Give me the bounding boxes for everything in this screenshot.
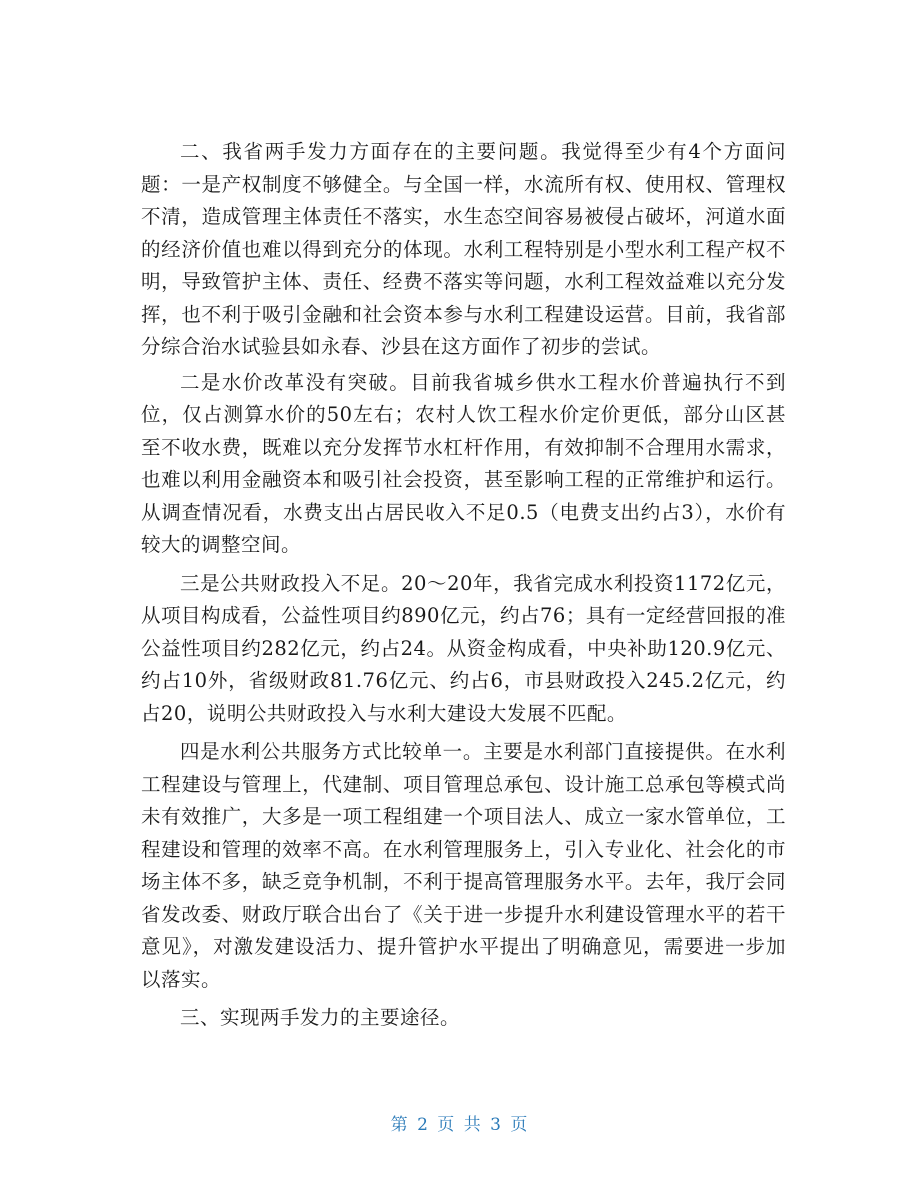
document-body	[141, 136, 786, 1035]
section-heading-approaches: 三、实现两手发力的主要途径。	[180, 1006, 461, 1029]
paragraph-public-service: 四是水利公共服务方式比较单一。主要是水利部门直接提供。在水利工程建设与管理上，代建制、项目管理总承包、设计施工总承包等模式尚未有效推广，大多是一项工程组建一个项目法人、成立一家水管单位，工程建设和管理的效率不高。在水利管理服务上，引入专业化、社会化的市场主体不多，缺乏竞争机制，不利于提高管理服务水平。去年，我厅会同省发改委、财政厅联合出台了《关于进一步提升水利建设管理水平的若干意见》，对激发建设活力、提升管护水平提出了明确意见，需要进一步加以落实。	[141, 740, 786, 991]
paragraph-water-price: 二是水价改革没有突破。目前我省城乡供水工程水价普遍执行不到位，仅占测算水价的50左右；农村人饮工程水价定价更低，部分山区甚至不收水费，既难以充分发挥节水杠杆作用，有效抑制不合理用水需求，也难以利用金融资本和吸引社会投资，甚至影响工程的正常维护和运行。从调查情况看，水费支出占居民收入不足0.5（电费支出约占3），水价有较大的调整空间。	[141, 370, 786, 556]
paragraph-public-finance: 三是公共财政投入不足。20～20年，我省完成水利投资1172亿元，从项目构成看，公益性项目约890亿元，约占76；具有一定经营回报的准公益性项目约282亿元，约占24。从资金构成看，中央补助120.9亿元、约占10外，省级财政81.76亿元、约占6，市县财政投入245.2亿元，约占20，说明公共财政投入与水利大建设大发展不匹配。	[141, 571, 786, 725]
page-footer: 第 2 页 共 3 页	[390, 1115, 530, 1135]
paragraph-property-rights: 二、我省两手发力方面存在的主要问题。我觉得至少有4个方面问题：一是产权制度不够健全。与全国一样，水流所有权、使用权、管理权不清，造成管理主体责任不落实，水生态空间容易被侵占破坏，河道水面的经济价值也难以得到充分的体现。水利工程特别是小型水利工程产权不明，导致管护主体、责任、经费不落实等问题，水利工程效益难以充分发挥，也不利于吸引金融和社会资本参与水利工程建设运营。目前，我省部分综合治水试验县如永春、沙县在这方面作了初步的尝试。	[141, 140, 786, 358]
